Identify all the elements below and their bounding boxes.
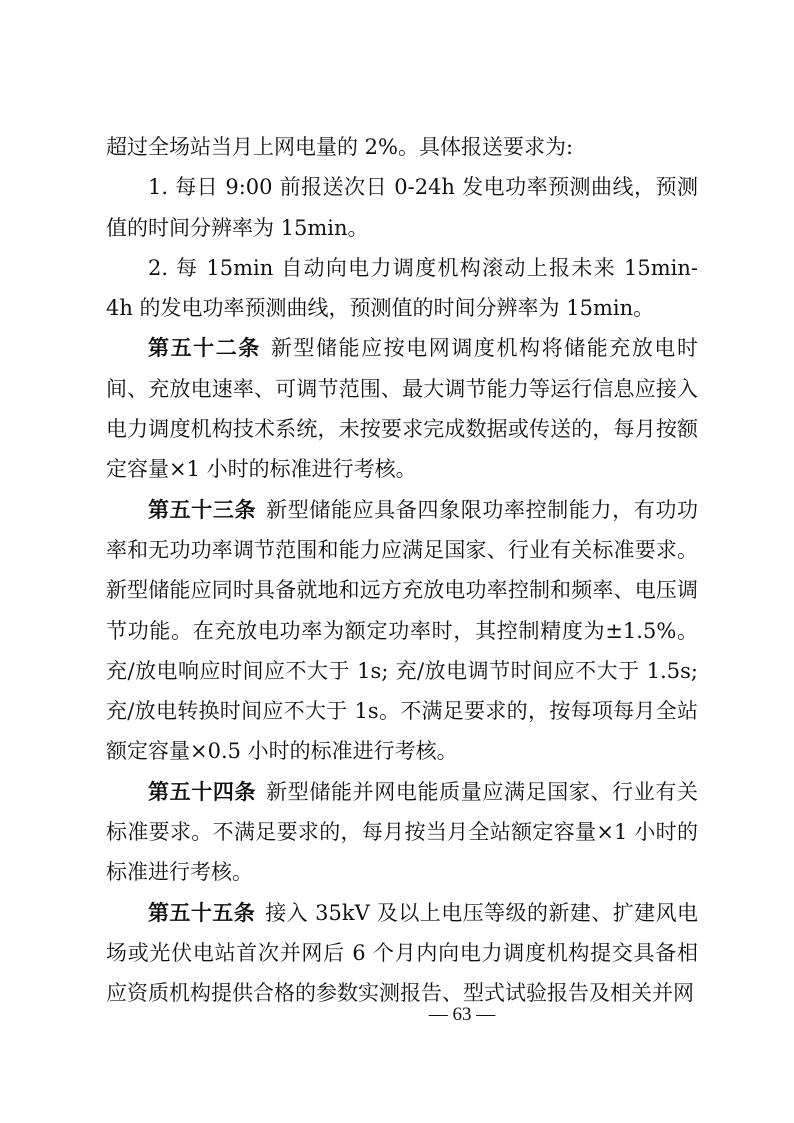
article-number: 第五十四条 — [148, 779, 257, 804]
page-number: — 63 — — [428, 1004, 496, 1025]
article-number: 第五十二条 — [148, 336, 261, 361]
paragraph-item-2 — [106, 248, 698, 329]
article-number: 第五十五条 — [148, 900, 256, 925]
paragraph-text: 新型储能并网电能质量应满足国家、行业有关标准要求。不满足要求的，每月按当月全站额定容量×1 小时的标准进行考核。 — [106, 779, 698, 885]
article-55 — [106, 893, 698, 1014]
article-54 — [106, 772, 698, 893]
paragraph-item-1 — [106, 167, 698, 248]
article-number: 第五十三条 — [148, 497, 257, 522]
paragraph-text: 1. 每日 9:00 前报送次日 0-24h 发电功率预测曲线，预测值的时间分辨率为 15min。 — [106, 175, 698, 240]
paragraph-text: 接入 35kV 及以上电压等级的新建、扩建风电场或光伏电站首次并网后 6 个月内向电力调度机构提交具备相应资质机构提供合格的参数实测报告、型式试验报告及相关并网 — [106, 900, 698, 1006]
article-52 — [106, 328, 698, 489]
document-body — [106, 127, 698, 1014]
article-53 — [106, 490, 698, 772]
paragraph-text: 2. 每 15min 自动向电力调度机构滚动上报未来 15min-4h 的发电功率预测曲线，预测值的时间分辨率为 15min。 — [106, 255, 698, 321]
paragraph-text: 新型储能应按电网调度机构将储能充放电时间、充放电速率、可调节范围、最大调节能力等运行信息应接入电力调度机构技术系统，未按要求完成数据或传送的，每月按额定容量×1 小时的标准进行考核。 — [106, 336, 699, 482]
paragraph-continuation — [106, 127, 698, 167]
paragraph-text: 超过全场站当月上网电量的 2%。具体报送要求为: — [106, 135, 574, 159]
paragraph-text: 新型储能应具备四象限功率控制能力，有功功率和无功功率调节范围和能力应满足国家、行业有关标准要求。新型储能应同时具备就地和远方充放电功率控制和频率、电压调节功能。在充放电功率为额定功率时，其控制精度为±1.5%。充/放电响应时间应不大于 1s; 充/放电调节时间应不大于 1.5s; 充/放电转换时间应不大于 1s。不满足要求的，按每项每月全站额定容量×0.5 小时的标准进行考核。 — [106, 497, 698, 764]
